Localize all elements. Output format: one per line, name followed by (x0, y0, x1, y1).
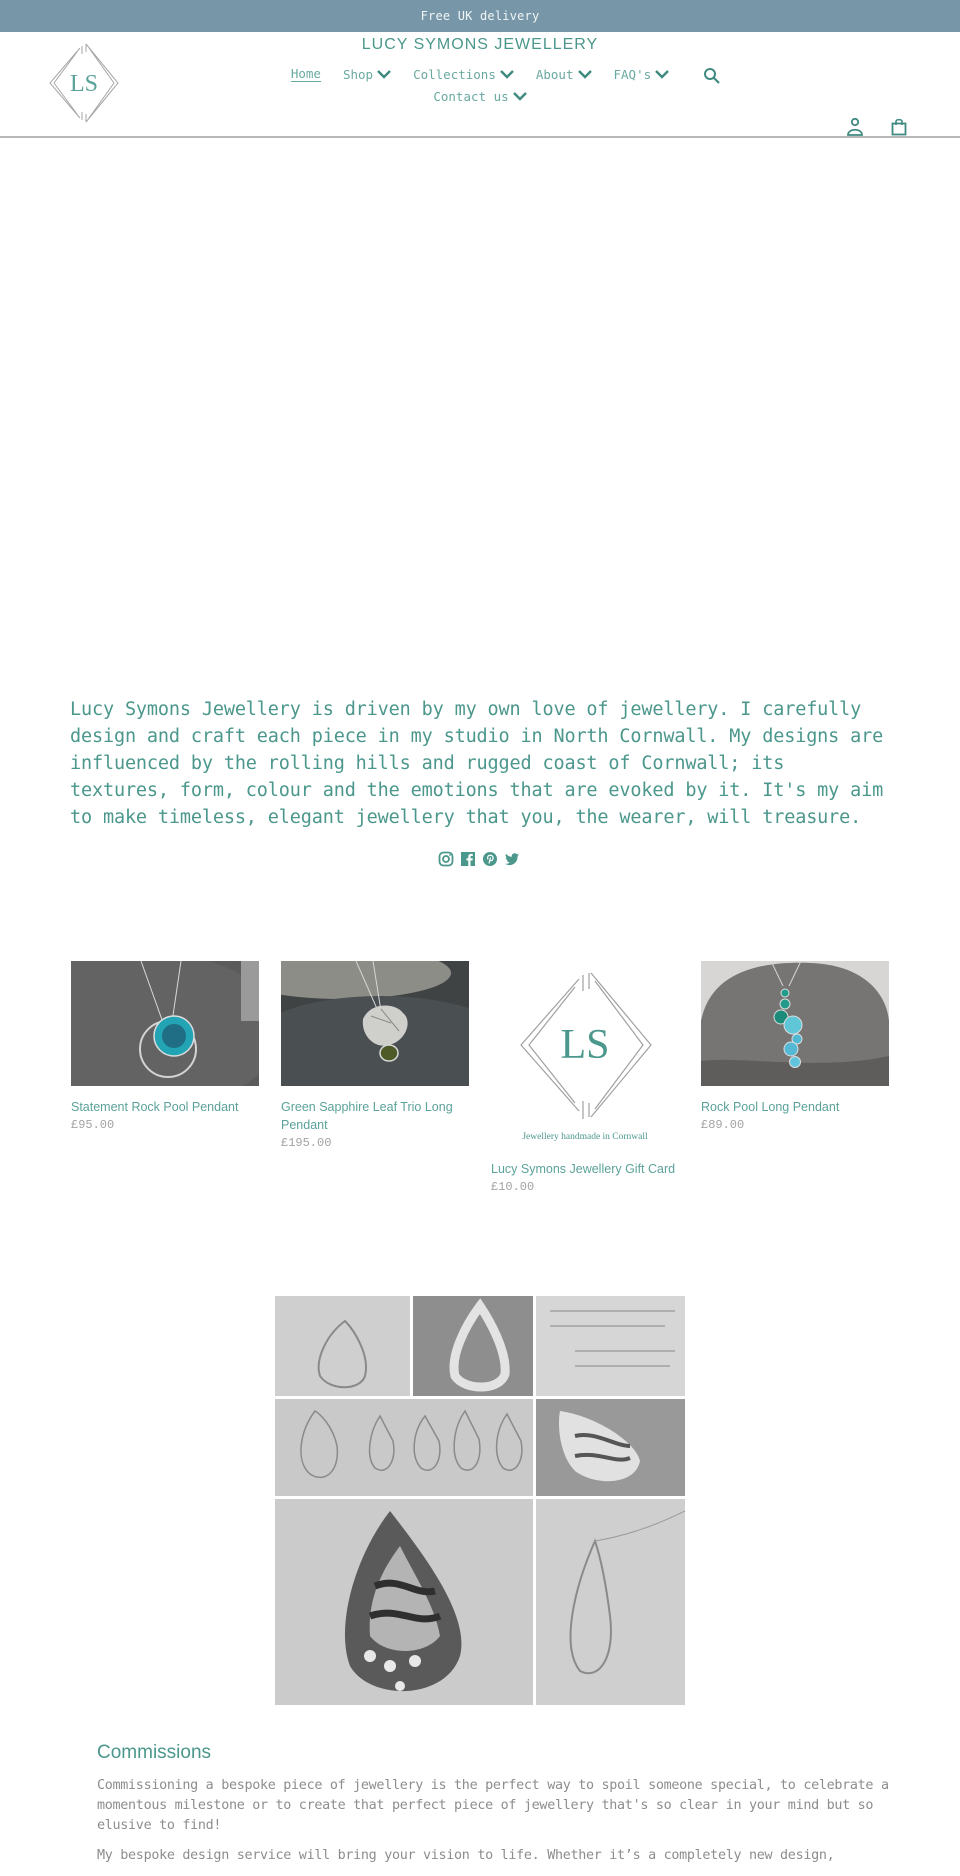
svg-text:LS: LS (560, 1022, 610, 1068)
twitter-icon[interactable] (504, 851, 520, 867)
product-card[interactable] (491, 961, 679, 1196)
main-nav (230, 66, 730, 104)
product-price: £195.00 (281, 1136, 332, 1150)
chevron-down-icon (500, 69, 514, 79)
nav-label: Collections (413, 66, 496, 82)
product-title: Lucy Symons Jewellery Gift Card (491, 1162, 676, 1176)
product-price: £10.00 (491, 1180, 535, 1194)
nav-item-collections[interactable] (413, 66, 514, 82)
product-image[interactable] (71, 961, 259, 1086)
nav-label: FAQ's (613, 66, 652, 82)
product-image[interactable] (281, 961, 469, 1086)
cart-button[interactable] (891, 118, 907, 136)
nav-item-shop[interactable] (343, 66, 391, 82)
account-icon (846, 117, 864, 137)
nav-item-faqs[interactable] (614, 66, 670, 82)
chevron-down-icon (578, 69, 592, 79)
product-image[interactable] (701, 961, 889, 1086)
nav-label: Shop (342, 66, 374, 82)
product-card[interactable] (71, 961, 259, 1196)
site-title[interactable]: LUCY SYMONS JEWELLERY (361, 36, 599, 53)
product-price: £89.00 (701, 1118, 745, 1132)
nav-row-2 (230, 88, 730, 104)
nav-item-about[interactable] (536, 66, 592, 82)
nav-label: About (535, 66, 574, 82)
collage-image (275, 1296, 685, 1705)
product-title: Statement Rock Pool Pendant (71, 1100, 239, 1114)
announcement-bar (0, 0, 960, 32)
pinterest-icon[interactable] (482, 851, 498, 867)
site-header (0, 32, 960, 138)
svg-text:LS: LS (69, 71, 99, 97)
commissions-paragraph: My bespoke design service will bring your vision to life. Whether it’s a completely new design, (97, 1848, 835, 1863)
product-card[interactable] (701, 961, 889, 1196)
nav-label: Home (290, 66, 321, 81)
chevron-down-icon (377, 69, 391, 79)
design-process-collage (275, 1296, 685, 1705)
product-card[interactable] (281, 961, 469, 1196)
facebook-icon[interactable] (460, 851, 476, 867)
product-title: Green Sapphire Leaf Trio Long Pendant (281, 1100, 453, 1132)
intro-section (0, 696, 960, 867)
nav-item-contact-us[interactable] (433, 88, 526, 104)
commissions-section (97, 1742, 897, 1876)
chevron-down-icon (655, 69, 669, 79)
announcement-text: Free UK delivery (420, 9, 540, 23)
chevron-down-icon (513, 91, 527, 101)
search-icon (703, 67, 721, 85)
product-title: Rock Pool Long Pendant (701, 1100, 840, 1114)
intro-text: Lucy Symons Jewellery is driven by my own love of jewellery. I carefully design and craft each piece in my studio in North Cornwall. My designs are influenced by the rolling hills and rugged coast of Cornwall; its textures, form, colour and the emotions that are evoked by it. It's my aim to make timeless, elegant jewellery that you, the wearer, will treasure. (70, 699, 884, 828)
commissions-paragraph: Commissioning a bespoke piece of jewellery is the perfect way to spoil someone special, to celebrate a momentous milestone or to create that perfect piece of jewellery that's so clear in your mind but so elusive to find! (97, 1778, 889, 1833)
nav-label: Contact us (433, 88, 509, 104)
cart-icon (891, 118, 907, 136)
product-price: £95.00 (71, 1118, 115, 1132)
svg-text:Jewellery handmade in Cornwall: Jewellery handmade in Cornwall (522, 1132, 648, 1142)
social-links (0, 851, 960, 867)
nav-item-home[interactable] (291, 66, 321, 82)
search-button[interactable] (703, 67, 721, 85)
account-button[interactable] (846, 117, 864, 137)
product-image[interactable] (491, 961, 679, 1148)
featured-products (71, 961, 889, 1196)
instagram-icon[interactable] (438, 851, 454, 867)
hero-banner (0, 138, 960, 696)
commissions-heading: Commissions (97, 1742, 212, 1763)
